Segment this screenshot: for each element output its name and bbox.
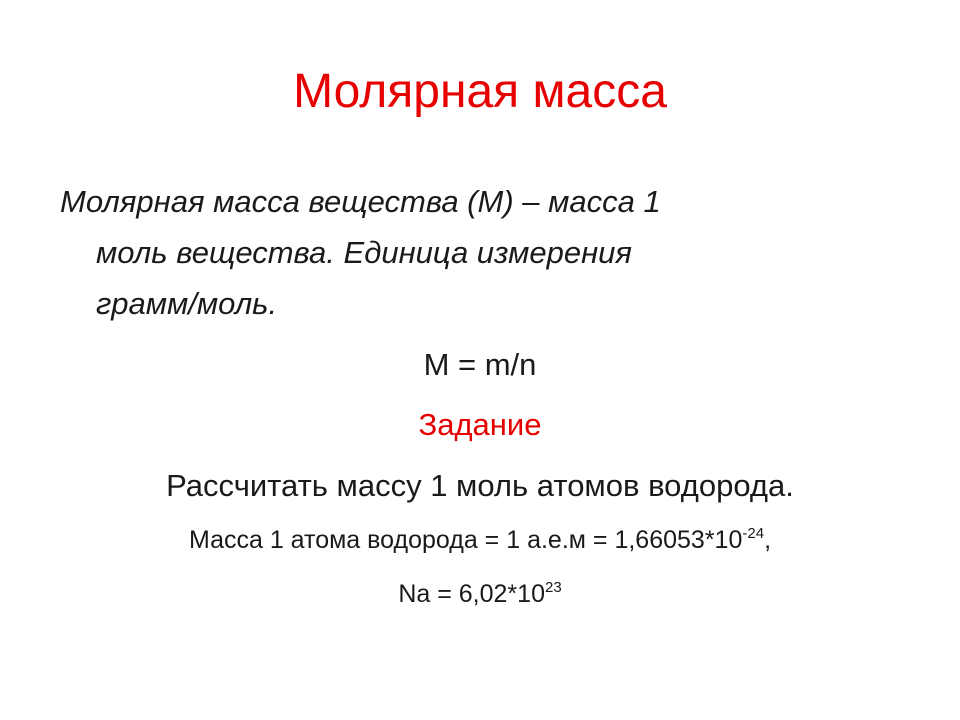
avogadro-text: Na = 6,02*10 xyxy=(398,580,545,608)
atom-mass-text: Масса 1 атома водорода = 1 а.е.м = 1,66053*10 xyxy=(188,526,743,554)
molar-mass-formula: M = m/n xyxy=(423,347,537,382)
task-heading: Задание xyxy=(418,407,542,442)
atom-mass-suffix: , xyxy=(764,526,772,554)
definition-line-3: грамм/моль. xyxy=(96,286,278,321)
definition-paragraph xyxy=(60,176,880,329)
slide-title: Молярная масса xyxy=(293,65,667,118)
task-text: Рассчитать массу 1 моль атомов водорода. xyxy=(166,468,794,503)
given-atom-mass xyxy=(0,520,960,560)
avogadro-exponent: 23 xyxy=(544,579,562,596)
atom-mass-exponent: -24 xyxy=(742,525,765,542)
definition-line-1: Молярная масса вещества (M) – масса 1 xyxy=(60,184,661,219)
definition-line-2: моль вещества. Единица измерения xyxy=(96,235,632,270)
given-avogadro xyxy=(0,574,960,614)
